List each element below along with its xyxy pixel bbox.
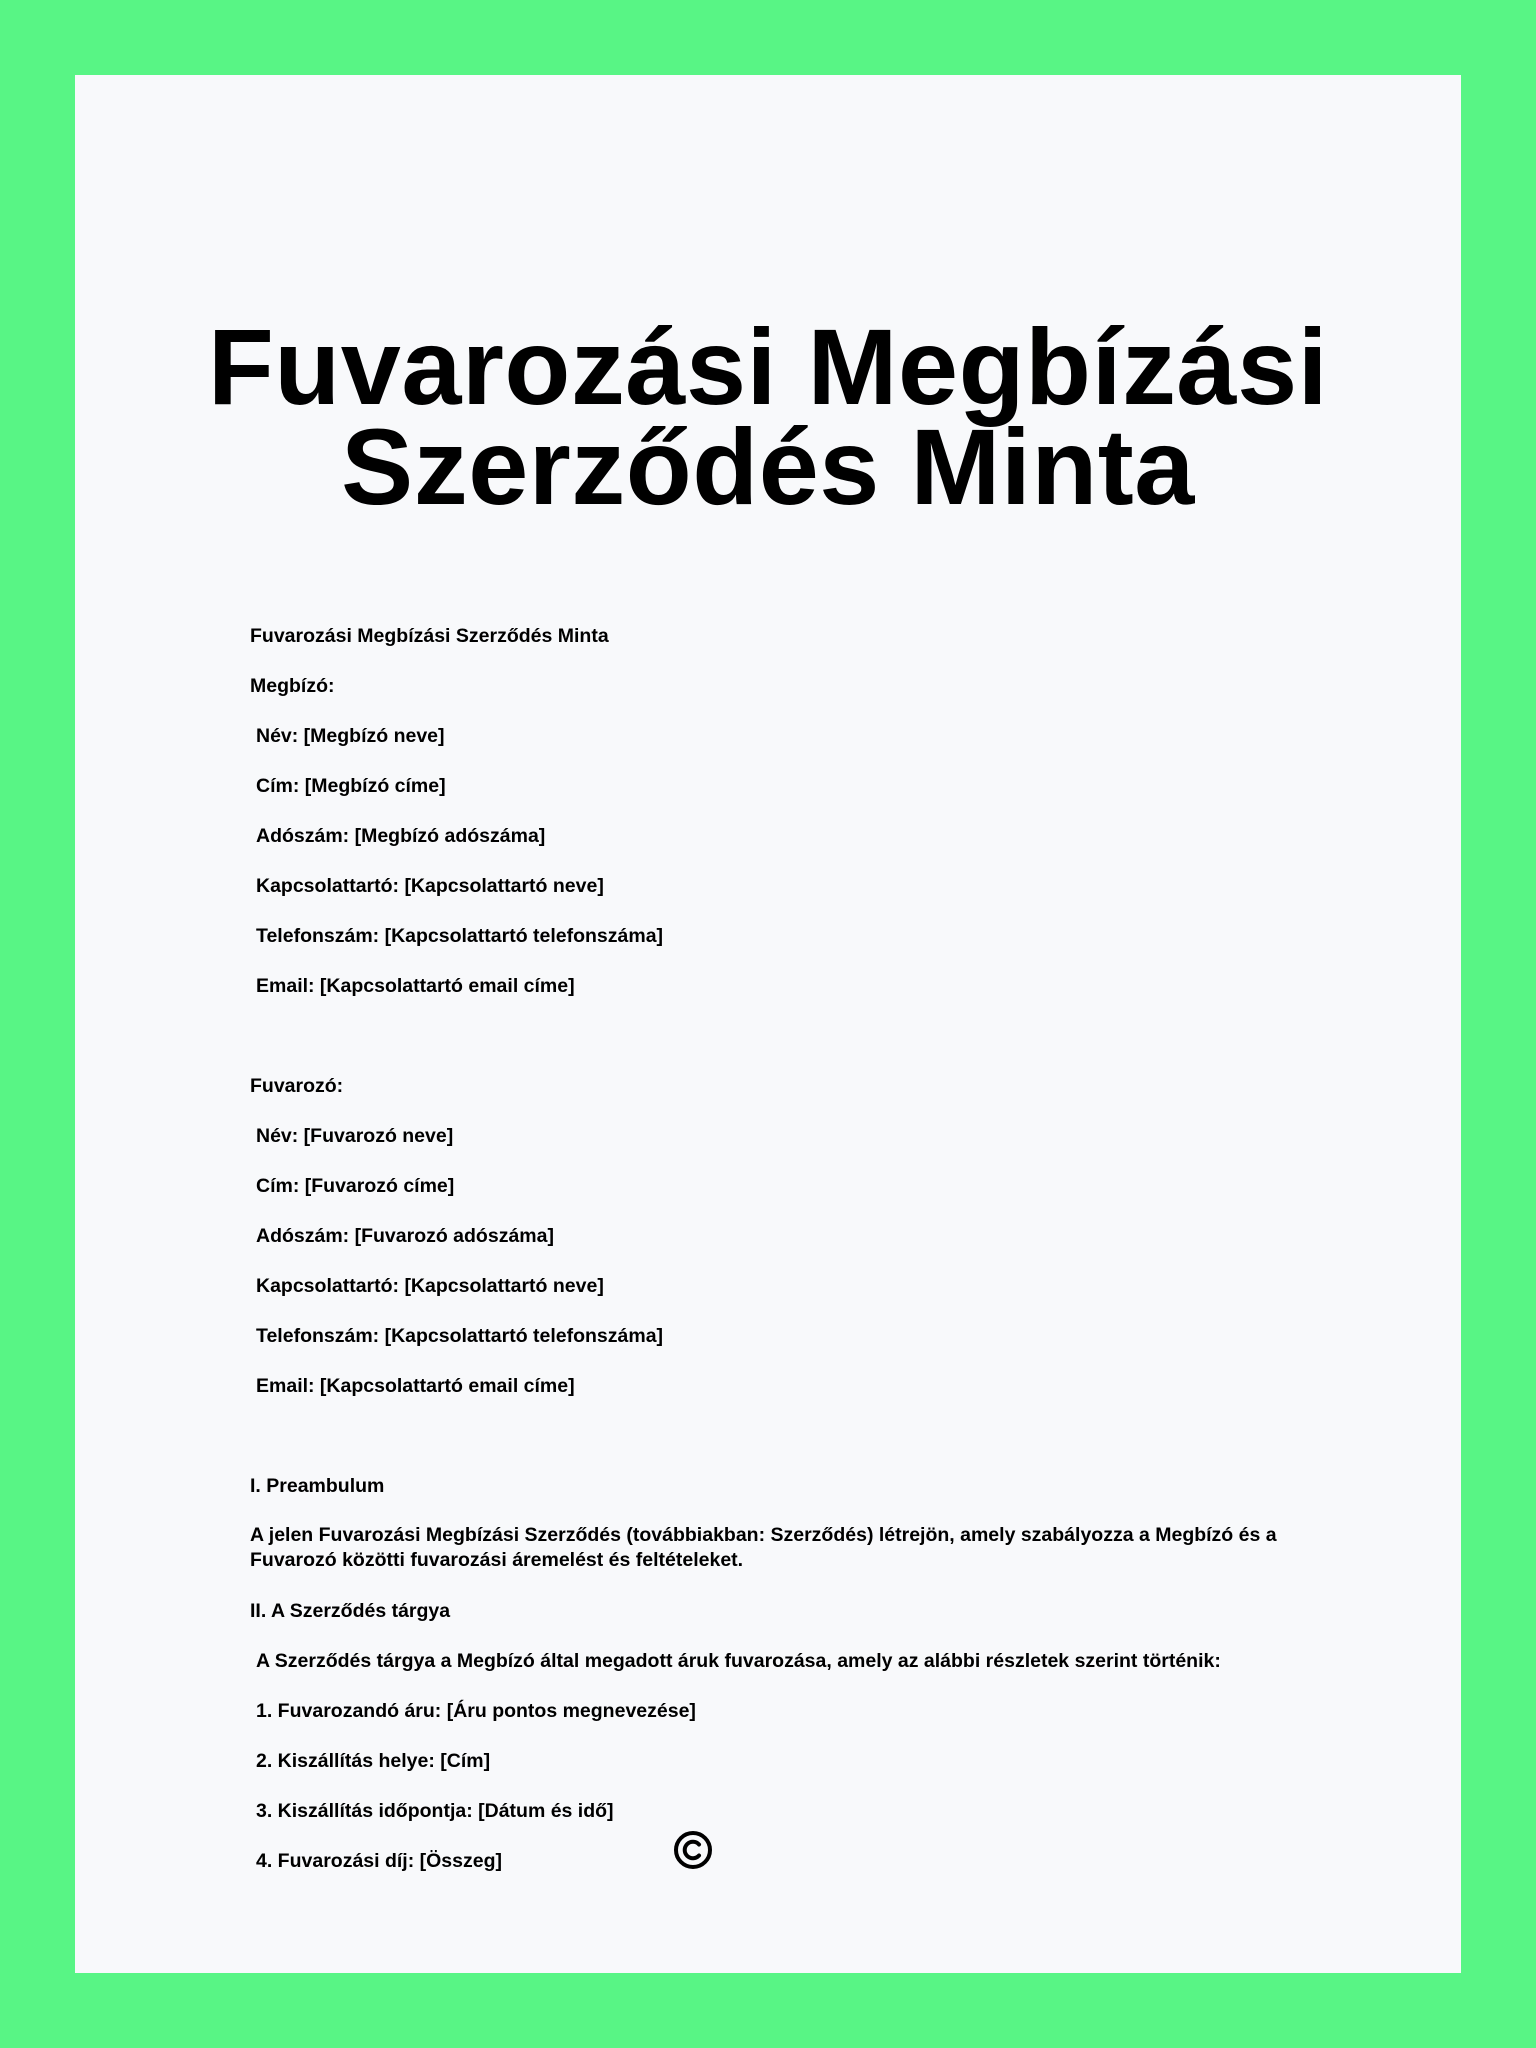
- megbizo-phone: Telefonszám: [Kapcsolattartó telefonszáma]: [256, 925, 664, 947]
- section1-title: I. Preambulum: [250, 1475, 385, 1497]
- megbizo-contact: Kapcsolattartó: [Kapcsolattartó neve]: [256, 875, 604, 897]
- fuvarozo-contact: Kapcsolattartó: [Kapcsolattartó neve]: [256, 1275, 604, 1297]
- fuvarozo-label: Fuvarozó:: [250, 1075, 344, 1097]
- section2-title: II. A Szerződés tárgya: [250, 1600, 451, 1622]
- megbizo-label: Megbízó:: [250, 675, 335, 697]
- document-page: [75, 75, 1461, 1973]
- fuvarozo-address: Cím: [Fuvarozó címe]: [256, 1175, 455, 1197]
- fuvarozo-name: Név: [Fuvarozó neve]: [256, 1125, 454, 1147]
- title-line-1: Fuvarozási Megbízási: [207, 306, 1329, 427]
- section2-item-2: 2. Kiszállítás helye: [Cím]: [256, 1750, 491, 1772]
- section2-item-1: 1. Fuvarozandó áru: [Áru pontos megnevezése]: [256, 1700, 696, 1722]
- megbizo-address: Cím: [Megbízó címe]: [256, 775, 446, 797]
- title-line-2: Szerződés Minta: [341, 406, 1195, 527]
- megbizo-name: Név: [Megbízó neve]: [256, 725, 445, 747]
- section2-intro: A Szerződés tárgya a Megbízó által megadott áruk fuvarozása, amely az alábbi részletek szerint történik:: [256, 1650, 1221, 1672]
- document-title: [75, 306, 1461, 527]
- document-heading: Fuvarozási Megbízási Szerződés Minta: [250, 625, 609, 647]
- fuvarozo-phone: Telefonszám: [Kapcsolattartó telefonszáma]: [256, 1325, 664, 1347]
- fuvarozo-tax: Adószám: [Fuvarozó adószáma]: [256, 1225, 554, 1247]
- fuvarozo-email: Email: [Kapcsolattartó email címe]: [256, 1375, 575, 1397]
- copyright-icon: [673, 1830, 713, 1870]
- section2-item-4: 4. Fuvarozási díj: [Összeg]: [256, 1850, 502, 1872]
- megbizo-tax: Adószám: [Megbízó adószáma]: [256, 825, 546, 847]
- megbizo-email: Email: [Kapcsolattartó email címe]: [256, 975, 575, 997]
- section2-item-3: 3. Kiszállítás időpontja: [Dátum és idő]: [256, 1800, 614, 1822]
- section1-text: A jelen Fuvarozási Megbízási Szerződés (továbbiakban: Szerződés) létrejön, amely szabályozza a Megbízó és a Fuvarozó közötti fuvarozási áremelést és feltételeket.: [250, 1524, 1277, 1571]
